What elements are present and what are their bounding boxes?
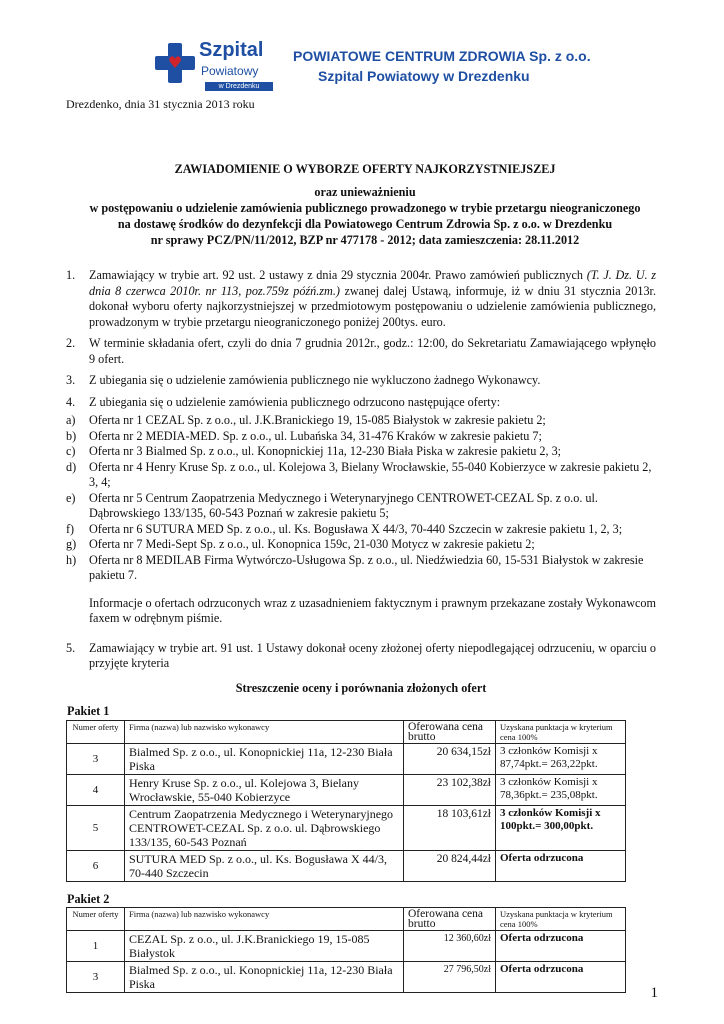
cell-price: 23 102,38zł [404, 774, 496, 805]
table-header-row [67, 908, 626, 931]
list-item-text: Oferta nr 1 CEZAL Sp. z o.o., ul. J.K.Branickiego 19, 15-085 Białystok w zakresie pakietu 2; [89, 413, 546, 427]
cell-firm: CEZAL Sp. z o.o., ul. J.K.Branickiego 19, 15-085 Białystok [125, 931, 404, 962]
list-item [66, 413, 656, 429]
cell-num: 3 [67, 962, 125, 993]
cell-firm: Henry Kruse Sp. z o.o., ul. Kolejowa 3, Bielany Wrocławskie, 55-040 Kobierzyce [125, 774, 404, 805]
table-row [67, 774, 626, 805]
cell-firm: Bialmed Sp. z o.o., ul. Konopnickiej 11a, 12-230 Biała Piska [125, 743, 404, 774]
logo-text-location: w Drezdenku [205, 82, 273, 91]
paragraph-number: 3. [66, 373, 76, 387]
list-item [66, 537, 656, 553]
list-item-text: Oferta nr 3 Bialmed Sp. z o.o., ul. Konopnickiej 11a, 12-230 Biała Piska w zakresie pakietu 2, 3; [89, 444, 562, 458]
cell-score: 3 członków Komisji x 100pkt.= 300,00pkt. [496, 805, 626, 850]
document-body [66, 268, 656, 993]
title-line-3: w postępowaniu o udzielenie zamówienia publicznego prowadzonego w trybie przetargu nieograniczonego [89, 201, 641, 215]
list-item-text: Oferta nr 7 Medi-Sept Sp. z o.o., ul. Konopnica 159c, 21-030 Motycz w zakresie pakietu 2; [89, 537, 535, 551]
list-item [66, 553, 656, 584]
cell-num: 5 [67, 805, 125, 850]
header-score: Uzyskana punktacja w kryterium cena 100% [496, 720, 626, 743]
cell-score: 3 członków Komisji x 87,74pkt.= 263,22pkt. [496, 743, 626, 774]
list-letter: a) [66, 413, 76, 427]
paragraph-number: 1. [66, 268, 76, 282]
paragraph-2 [66, 336, 656, 367]
list-letter: e) [66, 490, 76, 505]
list-item [66, 429, 656, 445]
title-line-5: nr sprawy PCZ/PN/11/2012, BZP nr 477178 - 2012; data zamieszczenia: 28.11.2012 [150, 233, 580, 247]
table-row [67, 850, 626, 881]
table-row [67, 962, 626, 993]
paragraph-text: W terminie składania ofert, czyli do dnia 7 grudnia 2012r., godz.: 12:00, do Sekretariatu Zamawiającego wpłynęło 9 ofert. [89, 336, 656, 366]
pakiet-1-title: Pakiet 1 [67, 704, 110, 718]
paragraph-number: 4. [66, 394, 76, 409]
list-item-text: Oferta nr 2 MEDIA-MED. Sp. z o.o., ul. Lubańska 34, 31-476 Kraków w zakresie pakietu 7; [89, 428, 542, 443]
paragraph-text: Zamawiający w trybie art. 92 ust. 2 ustawy z dnia 29 stycznia 2004r. Prawo zamówień publicznych [89, 268, 587, 282]
paragraph-4 [66, 395, 656, 411]
cell-firm: SUTURA MED Sp. z o.o., ul. Ks. Bogusława X 44/3, 70-440 Szczecin [125, 850, 404, 881]
title-line-2: oraz unieważnieniu [314, 185, 416, 199]
cell-num: 4 [67, 774, 125, 805]
paragraph-5 [66, 641, 656, 672]
rejection-info [66, 596, 656, 627]
cell-score: Oferta odrzucona [496, 931, 626, 962]
pakiet-2-title: Pakiet 2 [67, 891, 110, 906]
list-letter: h) [66, 552, 77, 567]
medical-cross-icon [155, 43, 195, 83]
pakiet-1-table [66, 720, 626, 882]
table-header-row [67, 720, 626, 743]
paragraph-text: Z ubiegania się o udzielenie zamówienia publicznego nie wykluczono żadnego Wykonawcy. [89, 373, 541, 387]
list-item-text: Oferta nr 6 SUTURA MED Sp. z o.o., ul. Ks. Bogusława X 44/3, 70-440 Szczecin w zakresie pakietu 1, 2, 3; [89, 521, 623, 536]
list-item [66, 444, 656, 460]
paragraph-number: 2. [66, 336, 76, 350]
header-firm: Firma (nazwa) lub nazwisko wykonawcy [125, 908, 404, 931]
paragraph-text: Informacje o ofertach odrzuconych wraz z uzasadnieniem faktycznym i prawnym przekazane zostały Wykonawcom faxem w odrębnym piśmie. [89, 595, 656, 625]
header-score: Uzyskana punktacja w kryterium cena 100% [496, 908, 626, 931]
paragraph-3 [66, 373, 656, 389]
table-row [67, 805, 626, 850]
cell-price: 18 103,61zł [404, 805, 496, 850]
paragraph-1 [66, 268, 656, 330]
header-num: Numer oferty [67, 720, 125, 743]
cell-num: 1 [67, 931, 125, 962]
list-item [66, 491, 656, 522]
header-price: Oferowana cena brutto [404, 908, 496, 931]
law-reference: (T. J. Dz. U. z dnia 8 czerwca 2010r. nr 113, poz.759z późń.zm.) [89, 268, 657, 298]
list-letter: g) [66, 537, 77, 551]
cell-price: 27 796,50zł [404, 962, 496, 993]
list-item-text: Oferta nr 8 MEDILAB Firma Wytwórczo-Usługowa Sp. z o.o., ul. Niedźwiedzia 60, 15-531 Białystok w zakresie pakietu 7. [89, 552, 644, 582]
document-title: ZAWIADOMIENIE O WYBORZE OFERTY NAJKORZYSTNIEJSZEJ [174, 162, 556, 176]
list-item-text: Oferta nr 5 Centrum Zaopatrzenia Medycznego i Weterynaryjnego CENTROWET-CEZAL Sp. z o.o. ul. Dąbrowskiego 133/135, 60-543 Poznań w zakresie pakietu 5; [89, 490, 598, 520]
paragraph-number: 5. [66, 640, 76, 655]
hospital-logo [155, 37, 275, 101]
pakiet-2-table [66, 907, 626, 993]
header-num: Numer oferty [67, 908, 125, 931]
cell-price: 20 824,44zł [404, 850, 496, 881]
document-title-block [60, 161, 670, 248]
table-row [67, 931, 626, 962]
cell-score: Oferta odrzucona [496, 850, 626, 881]
rejected-offers-list [66, 413, 656, 584]
logo-text-powiatowy: Powiatowy [201, 64, 259, 78]
header-price: Oferowana cena brutto [404, 720, 496, 743]
page-number: 1 [650, 985, 658, 1001]
paragraph-text: zwanej dalej Ustawą, informuje, iż w dniu 31 stycznia 2013r. dokonał wyboru oferty najkorzystniejszej w przedmiotowym postępowaniu o udzielenie zamówienia publicznego, prowadzonym w trybie przetargu nieograniczonego poniżej 200tys. euro. [89, 283, 656, 329]
paragraph-text: Z ubiegania się o udzielenie zamówienia publicznego odrzucono następujące oferty: [89, 394, 501, 409]
document-date: Drezdenko, dnia 31 stycznia 2013 roku [66, 97, 255, 111]
list-item [66, 460, 656, 491]
list-letter: f) [66, 521, 75, 536]
list-letter: d) [66, 459, 77, 474]
cell-price: 20 634,15zł [404, 743, 496, 774]
list-item-text: Oferta nr 4 Henry Kruse Sp. z o.o., ul. Kolejowa 3, Bielany Wrocławskie, 55-040 Kobierzyce w zakresie pakietu 2, 3, 4; [89, 459, 652, 489]
title-line-4: na dostawę środków do dezynfekcji dla Powiatowego Centrum Zdrowia Sp. z o.o. w Drezdenku [117, 217, 613, 231]
cell-num: 6 [67, 850, 125, 881]
cell-firm: Bialmed Sp. z o.o., ul. Konopnickiej 11a, 12-230 Biała Piska [125, 962, 404, 993]
organization-name: POWIATOWE CENTRUM ZDROWIA Sp. z o.o. [293, 48, 591, 64]
list-item [66, 522, 656, 538]
logo-text-szpital: Szpital [199, 39, 264, 61]
organization-subname: Szpital Powiatowy w Drezdenku [318, 68, 530, 84]
summary-title: Streszczenie oceny i porównania złożonych ofert [235, 680, 487, 695]
table-row [67, 743, 626, 774]
cell-score: 3 członków Komisji x 78,36pkt.= 235,08pkt. [496, 774, 626, 805]
cell-num: 3 [67, 743, 125, 774]
paragraph-text: Zamawiający w trybie art. 91 ust. 1 Ustawy dokonał oceny złożonej oferty niepodlegającej odrzuceniu, w oparciu o przyjęte kryteria [89, 640, 656, 670]
list-letter: c) [66, 444, 76, 458]
header-firm: Firma (nazwa) lub nazwisko wykonawcy [125, 720, 404, 743]
cell-price: 12 360,60zł [404, 931, 496, 962]
heart-icon: ♥ [167, 53, 183, 72]
list-letter: b) [66, 428, 77, 443]
cell-score: Oferta odrzucona [496, 962, 626, 993]
cell-firm: Centrum Zaopatrzenia Medycznego i Weterynaryjnego CENTROWET-CEZAL Sp. z o.o. ul. Dąbrowskiego 133/135, 60-543 Poznań [125, 805, 404, 850]
